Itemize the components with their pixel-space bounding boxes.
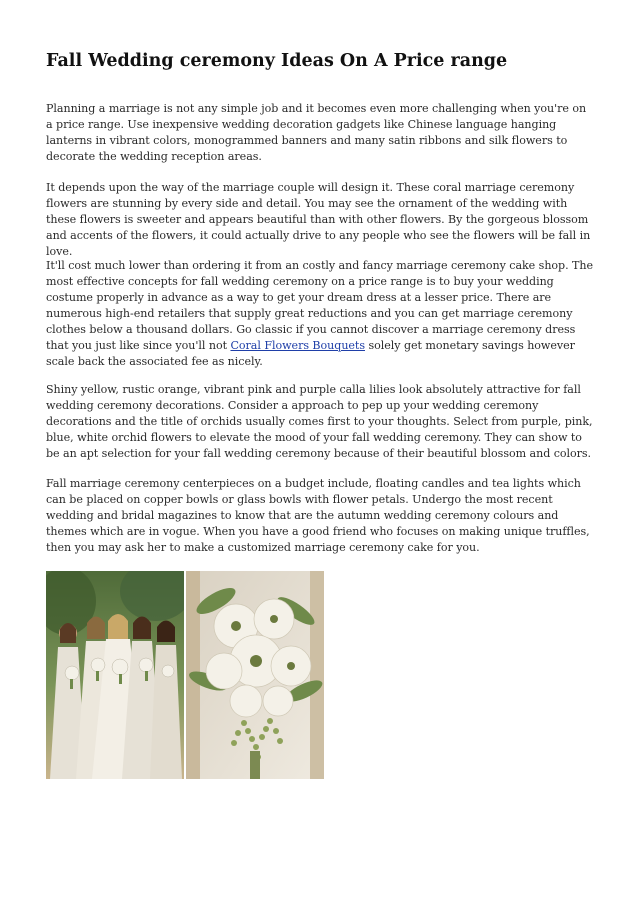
wedding-photo-collage bbox=[46, 571, 324, 779]
coral-flowers-bouquets-link[interactable]: Coral Flowers Bouquets bbox=[230, 339, 365, 352]
paragraph-3-text-end: solely get monetary savings however scale back the associated fee as nicely. bbox=[46, 339, 575, 368]
bridal-party-photo bbox=[46, 571, 184, 779]
paragraph-1: Planning a marriage is not any simple job and it becomes even more challenging when you're on a price range. Use inexpensive wedding decoration gadgets like Chinese language hanging lanterns in vibrant colors, monogrammed banners and many satin ribbons and silk flowers to decorate the wedding reception areas. bbox=[46, 102, 587, 163]
paragraph-3 bbox=[46, 258, 594, 370]
page-title: Fall Wedding ceremony Ideas On A Price range bbox=[46, 51, 508, 71]
white-bouquet-photo bbox=[186, 571, 324, 779]
paragraph-5: Fall marriage ceremony centerpieces on a budget include, floating candles and tea lights which can be placed on copper bowls or glass bowls with flower petals. Undergo the most recent wedding and bridal magazines to know that are the autumn wedding ceremony colours and themes which are in vogue. When you have a good friend who focuses on making unique truffles, then you may ask her to make a customized marriage ceremony cake for you. bbox=[46, 477, 590, 554]
paragraph-2: It depends upon the way of the marriage couple will design it. These coral marriage ceremony flowers are stunning by every side and detail. You may see the ornament of the wedding with these flowers is sweeter and appears beautiful than with other flowers. By the gorgeous blossom and accents of the flowers, it could actually drive to any people who see the flowers will be fall in love. bbox=[46, 181, 591, 258]
paragraph-4: Shiny yellow, rustic orange, vibrant pink and purple calla lilies look absolutely attractive for fall wedding ceremony decorations. Consider a approach to pep up your wedding ceremony decorations and the title of orchids usually comes first to your thoughts. Select from purple, pink, blue, white orchid flowers to elevate the mood of your fall wedding ceremony. They can show to be an apt selection for your fall wedding ceremony because of their beautiful blossom and colors. bbox=[46, 383, 593, 460]
paragraph-3-text-start: It'll cost much lower than ordering it from an costly and fancy marriage ceremony cake shop. The most effective concepts for fall wedding ceremony on a price range is to buy your wedding costume properly in advance as a way to get your dream dress at a lesser price. There are numerous high-end retailers that supply great reductions and you can get marriage ceremony clothes below a thousand dollars. Go classic if you cannot discover a marriage ceremony dress that you just like since you'll not bbox=[46, 259, 594, 352]
